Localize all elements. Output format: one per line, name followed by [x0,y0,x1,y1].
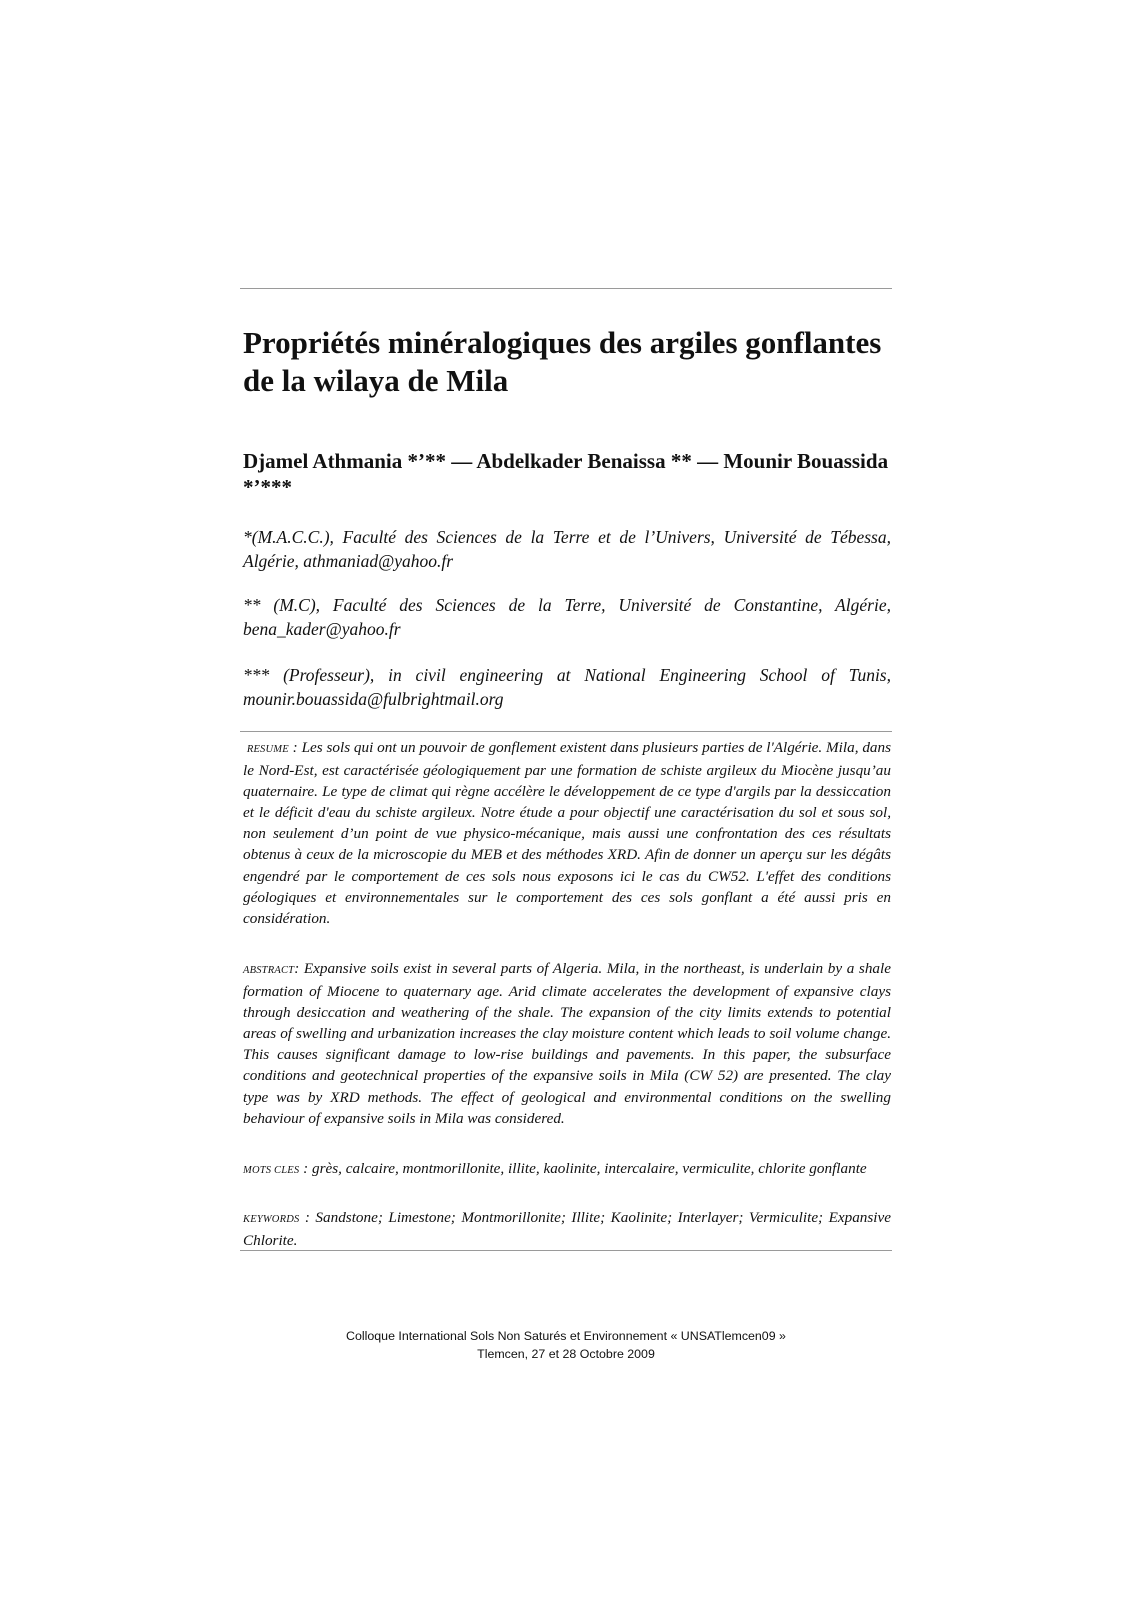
affiliation-3: *** (Professeur), in civil engineering at National Engineering School of Tunis, mounir.bouassida@fulbrightmail.org [243,665,891,709]
mots-cles-separator: : [299,1160,313,1177]
footer-conference: Colloque International Sols Non Saturés et Environnement « UNSATlemcen09 » [346,1329,786,1343]
author-list: Djamel Athmania *’** — Abdelkader Benaissa ** — Mounir Bouassida *’*** [243,449,889,499]
abstract-bottom-divider [240,1250,892,1251]
keywords-text: Sandstone; Limestone; Montmorillonite; Illite; Kaolinite; Interlayer; Vermiculite; Expansive Chlorite. [243,1209,891,1250]
mots-cles-label: MOTS CLES [243,1165,300,1176]
paper-title: Propriétés minéralogiques des argiles gonflantes de la wilaya de Mila [243,325,882,398]
footer-date: Tlemcen, 27 et 28 Octobre 2009 [477,1347,655,1361]
abstract-paragraph [243,958,891,1129]
abstract-label: ABSTRACT [243,965,295,976]
mots-cles-text: grès, calcaire, montmorillonite, illite, kaolinite, intercalaire, vermiculite, chlorite gonflante [312,1160,867,1177]
abstract-text: Expansive soils exist in several parts of Algeria. Mila, in the northeast, is underlain by a shale formation of Miocene to quaternary age. Arid climate accelerates the development of expansive clays through desiccation and weathering of the shale. The expansion of the city limits extends to potential areas of swelling and urbanization increases the clay moisture content which leads to soil volume change. This causes significant damage to low-rise buildings and pavements. In this paper, the subsurface conditions and geotechnical properties of the expansive soils in Mila (CW 52) are presented. The clay type was by XRD methods. The effect of geological and environmental conditions on the swelling behaviour of expansive soils in Mila was considered. [243,960,891,1127]
abstract-separator: : [294,960,304,977]
keywords-separator: : [299,1209,316,1226]
keywords-paragraph [243,1207,891,1251]
resume-paragraph [243,737,891,929]
affiliation-1: *(M.A.C.C.), Faculté des Sciences de la Terre et de l’Univers, Université de Tébessa, Algérie, athmaniad@yahoo.fr [243,527,891,571]
resume-text: Les sols qui ont un pouvoir de gonflement existent dans plusieurs parties de l'Algérie. Mila, dans le Nord-Est, est caractérisée géologiquement par une formation de schiste argileux du Miocène jusqu’au quaternaire. Le type de climat qui règne accélère le développement de ce type d'argils par la dessiccation et le déficit d'eau du schiste argileux. Notre étude a pour objectif une caractérisation du sol et sous sol, non seulement d’un point de vue physico-mécanique, mais aussi une confrontation des ces résultats obtenus à ceux de la microscopie du MEB et des méthodes XRD. Afin de donner un aperçu sur les dégâts engendré par le comportement de ces sols nous exposons ici le cas du CW52. L'effet des conditions géologiques et environnementales sur le comportement des ces sols gonflant a été aussi pris en considération. [243,739,892,927]
resume-separator: : [288,739,302,756]
mots-cles-paragraph [243,1158,891,1181]
top-divider [240,288,892,289]
abstract-top-divider [240,731,892,732]
affiliation-2: ** (M.C), Faculté des Sciences de la Terre, Université de Constantine, Algérie, bena_kader@yahoo.fr [243,595,891,639]
keywords-label: KEYWORDS [243,1214,300,1225]
resume-label: RESUME [246,744,289,755]
